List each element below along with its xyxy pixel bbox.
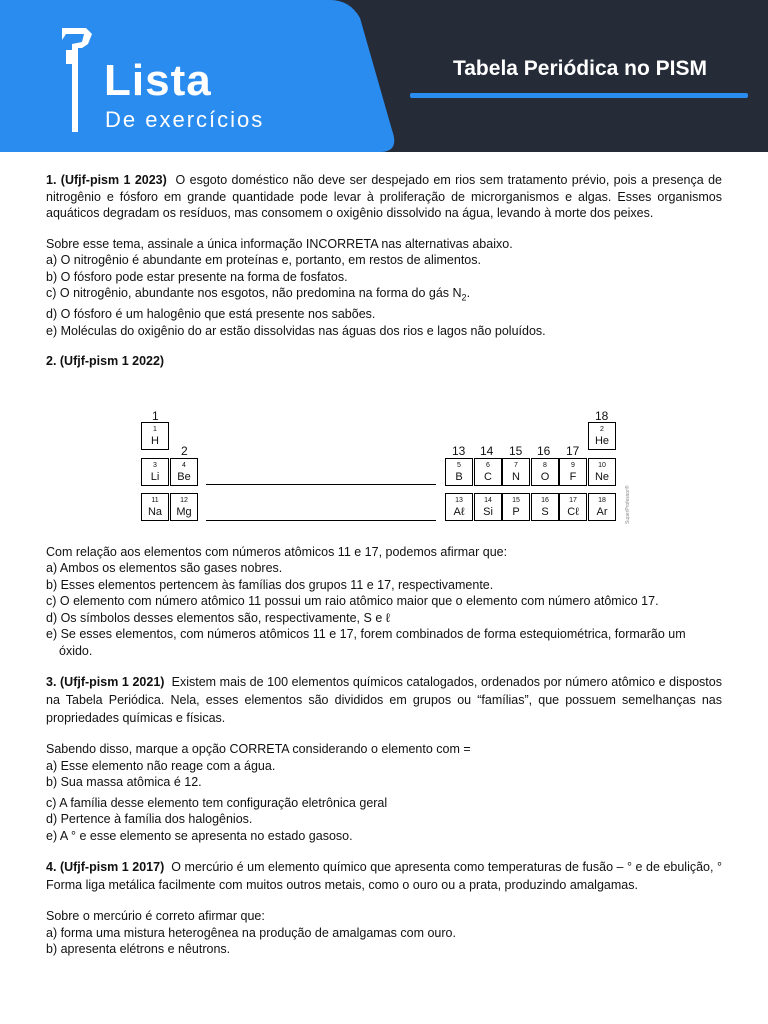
q1-text: O esgoto doméstico não deve ser despejado em rios sem tratamento prévio, pois a presença de nitrogênio e fósforo em grande quantidade pode levar à proliferação de microrganismos e algas. Esses organismos aquáticos degradam os resíduos, mas consomem o oxigênio dissolvido na água, levando à morte dos peixes. — [46, 173, 722, 220]
q4-statement — [46, 858, 722, 894]
q2-option-e: e) Se esses elementos, com números atômicos 11 e 17, forem combinados de forma estequiométrica, formarão um óxido. — [46, 627, 686, 658]
element-cell-si: 14 Si — [474, 493, 502, 521]
q1-statement — [46, 172, 722, 222]
element-cell-al: 13 Aℓ — [445, 493, 473, 521]
q4-prompt: Sobre o mercúrio é correto afirmar que: — [46, 909, 265, 923]
group-label: 18 — [595, 408, 609, 423]
element-cell-c: 6 C — [474, 458, 502, 486]
q2-option-c: c) O elemento com número atômico 11 possui um raio atômico maior que o elemento com número atômico 17. — [46, 594, 659, 608]
group-label: 13 — [452, 443, 466, 458]
logo-subtitle: De exercícios — [105, 107, 265, 132]
q2-statement — [46, 353, 722, 370]
q3-option-b: b) Sua massa atômica é 12. — [46, 775, 202, 789]
group-label: 2 — [181, 443, 188, 458]
q1-prompt: Sobre esse tema, assinale a única informação INCORRETA nas alternativas abaixo. — [46, 236, 513, 251]
q3-statement — [46, 673, 722, 727]
q4-option-b: b) apresenta elétrons e nêutrons. — [46, 942, 231, 956]
exercise-list — [46, 172, 722, 958]
q3-source: 3. (Ufjf-pism 1 2021) — [46, 675, 165, 689]
q1-option-c: c) O nitrogênio, abundante nos esgotos, não predomina na forma do gás $N_2$. — [46, 286, 471, 303]
q3-option-d: d) Pertence à família dos halogênios. — [46, 812, 253, 826]
group-label: 15 — [509, 443, 523, 458]
element-cell-mg: 12 Mg — [170, 493, 198, 521]
q1-option-a: a) O nitrogênio é abundante em proteínas e, portanto, em restos de alimentos. — [46, 253, 481, 267]
q3-prompt: Sabendo disso, marque a opção CORRETA considerando o elemento com = — [46, 742, 471, 756]
q2-option-b: b) Esses elementos pertencem às famílias dos grupos 11 e 17, respectivamente. — [46, 577, 494, 592]
group-label: 14 — [480, 443, 494, 458]
element-cell-na: 11 Na — [141, 493, 169, 521]
element-cell-li: 3 Li — [141, 458, 169, 486]
q4-option-a: a) forma uma mistura heterogênea na produção de amalgamas com ouro. — [46, 925, 456, 940]
q1-option-d: d) O fósforo é um halogênio que está presente nos sabões. — [46, 307, 376, 321]
q1-option-e: e) Moléculas do oxigênio do ar estão dissolvidas nas águas dos rios e lagos não poluídos. — [46, 323, 546, 338]
element-cell-h: 1 H — [141, 422, 169, 450]
q4-source: 4. (Ufjf-pism 1 2017) — [46, 860, 165, 874]
q3-option-c: c) A família desse elemento tem configuração eletrônica geral — [46, 795, 388, 810]
element-cell-f: 9 F — [559, 458, 587, 486]
table-gap-line — [206, 484, 436, 485]
element-cell-he: 2 He — [588, 422, 616, 450]
element-cell-s: 16 S — [531, 493, 559, 521]
group-label: 1 — [152, 408, 159, 423]
q2-prompt: Com relação aos elementos com números atômicos 11 e 17, podemos afirmar que: — [46, 544, 508, 559]
title-underline — [410, 93, 748, 98]
periodic-table-figure — [46, 408, 722, 528]
figure-watermark: SuperProfessor® — [625, 485, 631, 524]
logo-title: Lista — [104, 56, 212, 105]
page-title: Tabela Periódica no PISM — [452, 57, 707, 80]
element-cell-p: 15 P — [502, 493, 530, 521]
header-banner — [0, 0, 768, 152]
q2-option-a: a) Ambos os elementos são gases nobres. — [46, 561, 283, 575]
element-cell-be: 4 Be — [170, 458, 198, 486]
q3-option-e: e) A ° e esse elemento se apresenta no estado gasoso. — [46, 828, 353, 843]
table-gap-line — [206, 520, 436, 521]
q1-option-b: b) O fósforo pode estar presente na forma de fosfatos. — [46, 269, 348, 284]
element-cell-ne: 10 Ne — [588, 458, 616, 486]
element-cell-ar: 18 Ar — [588, 493, 616, 521]
group-label: 17 — [566, 443, 580, 458]
element-cell-n: 7 N — [502, 458, 530, 486]
q4-text: O mercúrio é um elemento químico que apresenta como temperaturas de fusão – ° e de ebulição, ° Forma liga metálica facilmente com muitos outros metais, como o ouro ou a prata, produzindo amalgamas. — [46, 860, 722, 892]
q1-source: 1. (Ufjf-pism 1 2023) — [46, 173, 167, 187]
group-label: 16 — [537, 443, 551, 458]
logo-pin-icon — [52, 24, 100, 136]
q3-option-a: a) Esse elemento não reage com a água. — [46, 758, 276, 773]
element-cell-b: 5 B — [445, 458, 473, 486]
q3-text: Existem mais de 100 elementos químicos catalogados, ordenados por número atômico e dispostos na Tabela Periódica. Nela, esses elementos são divididos em grupos ou “famílias”, que possuem semelhanças nas propriedades químicas e físicas. — [46, 675, 722, 725]
element-cell-o: 8 O — [531, 458, 559, 486]
q2-option-d: d) Os símbolos desses elementos são, respectivamente, S e ℓ — [46, 610, 390, 625]
element-cell-cl: 17 Cℓ — [559, 493, 587, 521]
q2-source: 2. (Ufjf-pism 1 2022) — [46, 354, 165, 368]
